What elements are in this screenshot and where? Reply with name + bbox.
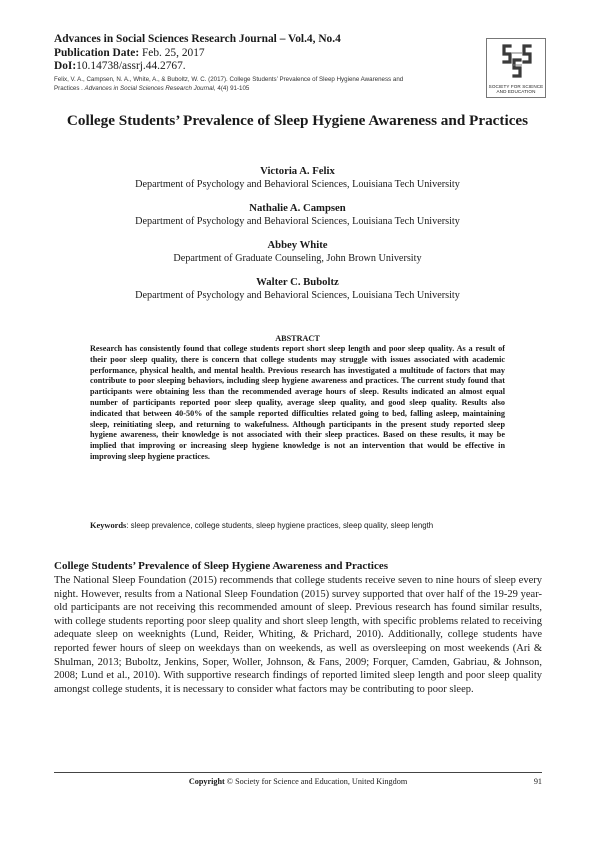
keywords — [90, 520, 505, 532]
doi: DoI:10.14738/assrj.44.2767. — [54, 60, 186, 73]
society-logo-text: SOCIETY FOR SCIENCE AND EDUCATION — [488, 83, 544, 95]
author-list — [40, 164, 555, 312]
journal-name: Advances in Social Sciences Research Journal – Vol.4, No.4 — [54, 33, 341, 45]
copyright-notice: Copyright © Society for Science and Education, United Kingdom — [188, 777, 408, 786]
author-affiliation: Department of Psychology and Behavioral Sciences, Louisiana Tech University — [135, 290, 460, 301]
abstract-text: Research has consistently found that college students report short sleep length and poor sleep quality. As a result of their poor sleep quality, there is concern that college students may struggle with issues associated with academic performance, physical health, and mental health. Previous research has investigated a multitude of factors that may contribute to poor sleeping behaviors, including sleep hygiene awareness and practices. The current study found that participants were obtaining less than the recommended average hours of sleep. Results indicated an almost equal number of participants reported poor sleep quality, average sleep quality, and good sleep quality. Results also indicated that between 40-50% of the sample reported difficulties related going to bed, falling asleep, maintaining sleep, reinitiating sleep, and returning to wakefulness. Although participants in the present study reported sleep hygiene awareness, their knowledge is not associated with their sleep practices. Based on these results, it may be implied that improving or increasing sleep hygiene knowledge is not an intervention that would be effective in improving sleep hygiene practices. — [90, 344, 505, 461]
abstract — [90, 333, 505, 463]
author-affiliation: Department of Psychology and Behavioral Sciences, Louisiana Tech University — [135, 216, 460, 227]
author-name: Victoria A. Felix — [260, 165, 335, 177]
keywords-text: : sleep prevalence, college students, sleep hygiene practices, sleep quality, sleep length — [126, 521, 434, 530]
page-number: 91 — [533, 777, 542, 786]
abstract-heading: ABSTRACT — [275, 334, 320, 343]
author-affiliation: Department of Psychology and Behavioral Sciences, Louisiana Tech University — [135, 179, 460, 190]
journal-header — [54, 33, 474, 94]
article-title: College Students’ Prevalence of Sleep Hygiene Awareness and Practices — [66, 112, 529, 129]
citation: Felix, V. A., Campsen, N. A., White, A., & Buboltz, W. C. (2017). College Students’ Prevalence of Sleep Hygiene Awareness and Practices . Advances in Social Sciences Research Journal, 4(4) 91-105 — [54, 75, 404, 93]
publication-date: Publication Date: Feb. 25, 2017 — [54, 46, 205, 59]
keywords-label: Keywords — [90, 521, 127, 530]
author-affiliation: Department of Graduate Counseling, John Brown University — [173, 253, 422, 264]
author-name: Abbey White — [267, 239, 328, 251]
author-name: Nathalie A. Campsen — [249, 202, 346, 214]
author-block — [40, 238, 555, 266]
author-name: Walter C. Buboltz — [256, 276, 339, 288]
footer-divider — [54, 772, 542, 773]
section-heading: College Students’ Prevalence of Sleep Hygiene Awareness and Practices — [54, 560, 389, 572]
society-logo — [486, 38, 546, 98]
society-logo-mark-icon — [499, 41, 535, 81]
author-block — [40, 275, 555, 303]
author-block — [40, 201, 555, 229]
page-footer — [54, 777, 542, 787]
author-block — [40, 164, 555, 192]
body-paragraph: The National Sleep Foundation (2015) recommends that college students receive seven to nine hours of sleep every night. However, results from a National Sleep Foundation (2015) survey supported that over half of the 19-29 year-old participants are not receiving this recommended amount of sleep. Previous research has found similar results, with college students reporting poor sleep quality and short sleep length, with specific problems related to receiving adequate sleep on weeknights (Lund, Reider, Whiting, & Prichard, 2010). Additionally, college students have reported fewer hours of sleep on weekdays than on weekends, as well as oversleeping on most weekends (Ari & Shulman, 2013; Buboltz, Jenkins, Soper, Woller, Johnson, & Fans, 2009; Forquer, Camden, Gabriau, & Johnson, 2008; Lund et al., 2010). With supportive research findings of reported limited sleep length and poor sleep quality amongst college students, it is necessary to consider what factors may be contributing to poor sleep. — [54, 575, 542, 695]
